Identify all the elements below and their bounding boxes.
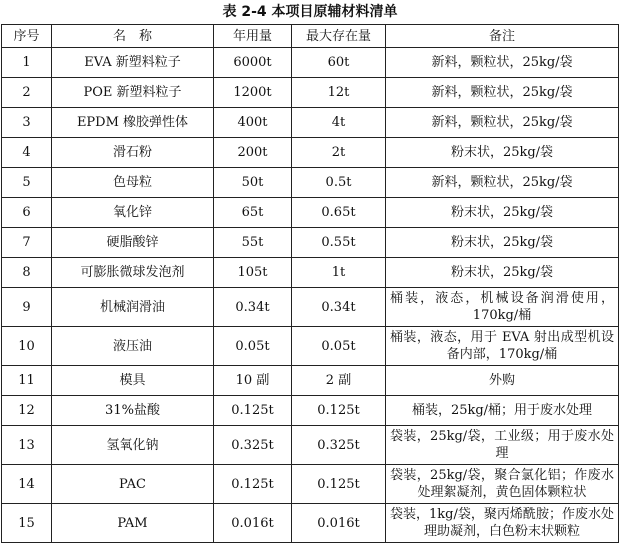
cell-annual: 65t: [214, 198, 292, 228]
cell-name: 硬脂酸锌: [52, 228, 214, 258]
cell-max: 12t: [292, 78, 386, 108]
table-body: [2, 48, 619, 543]
cell-name: 液压油: [52, 327, 214, 366]
cell-annual: 0.125t: [214, 396, 292, 426]
cell-no: 11: [2, 366, 52, 396]
cell-annual: 0.325t: [214, 426, 292, 465]
cell-max: 1t: [292, 258, 386, 288]
cell-no: 6: [2, 198, 52, 228]
cell-no: 15: [2, 504, 52, 543]
header-annual-usage: 年用量: [214, 25, 292, 48]
cell-max: 0.016t: [292, 504, 386, 543]
cell-max: 0.55t: [292, 228, 386, 258]
cell-max: 4t: [292, 108, 386, 138]
cell-name: 可膨胀微球发泡剂: [52, 258, 214, 288]
cell-name: 滑石粉: [52, 138, 214, 168]
cell-annual: 55t: [214, 228, 292, 258]
table-header: [2, 25, 619, 48]
cell-annual: 1200t: [214, 78, 292, 108]
table-row: [2, 138, 619, 168]
cell-note: 桶装，25kg/桶；用于废水处理: [386, 396, 619, 426]
cell-name: 模具: [52, 366, 214, 396]
cell-name: 氢氧化钠: [52, 426, 214, 465]
table-row: [2, 48, 619, 78]
materials-table: [1, 24, 619, 543]
cell-name: 31%盐酸: [52, 396, 214, 426]
cell-no: 13: [2, 426, 52, 465]
cell-max: 2t: [292, 138, 386, 168]
header-name: 名 称: [52, 25, 214, 48]
table-row: [2, 78, 619, 108]
cell-max: 0.325t: [292, 426, 386, 465]
table-caption: 表 2-4 本项目原辅材料清单: [222, 4, 398, 20]
table-row: [2, 288, 619, 327]
cell-annual: 6000t: [214, 48, 292, 78]
cell-note: 新料，颗粒状，25kg/袋: [386, 48, 619, 78]
cell-name: PAC: [52, 465, 214, 504]
cell-name: 氧化锌: [52, 198, 214, 228]
cell-note: 新料，颗粒状，25kg/袋: [386, 168, 619, 198]
table-row: [2, 426, 619, 465]
cell-name: EPDM 橡胶弹性体: [52, 108, 214, 138]
cell-annual: 0.125t: [214, 465, 292, 504]
cell-max: 0.34t: [292, 288, 386, 327]
table-row: [2, 228, 619, 258]
cell-no: 4: [2, 138, 52, 168]
cell-name: 色母粒: [52, 168, 214, 198]
cell-annual: 0.05t: [214, 327, 292, 366]
table-row: [2, 504, 619, 543]
header-max-storage: 最大存在量: [292, 25, 386, 48]
cell-no: 1: [2, 48, 52, 78]
cell-max: 0.05t: [292, 327, 386, 366]
table-row: [2, 366, 619, 396]
cell-max: 2 副: [292, 366, 386, 396]
cell-note: 袋装，25kg/袋，工业级；用于废水处理: [386, 426, 619, 465]
cell-no: 9: [2, 288, 52, 327]
table-row: [2, 327, 619, 366]
cell-note: 新料，颗粒状，25kg/袋: [386, 108, 619, 138]
cell-max: 60t: [292, 48, 386, 78]
cell-note: 袋装，1kg/袋，聚丙烯酰胺；作废水处理助凝剂，白色粉末状颗粒: [386, 504, 619, 543]
table-row: [2, 396, 619, 426]
cell-note: 粉末状，25kg/袋: [386, 258, 619, 288]
table-row: [2, 258, 619, 288]
cell-no: 3: [2, 108, 52, 138]
cell-annual: 10 副: [214, 366, 292, 396]
table-row: [2, 198, 619, 228]
cell-name: POE 新塑料粒子: [52, 78, 214, 108]
cell-name: EVA 新塑料粒子: [52, 48, 214, 78]
cell-max: 0.125t: [292, 396, 386, 426]
table-row: [2, 168, 619, 198]
cell-note: 粉末状，25kg/袋: [386, 198, 619, 228]
cell-note: 桶装，液态，用于 EVA 射出成型机设备内部，170kg/桶: [386, 327, 619, 366]
cell-no: 2: [2, 78, 52, 108]
cell-max: 0.5t: [292, 168, 386, 198]
cell-note: 粉末状，25kg/袋: [386, 138, 619, 168]
cell-max: 0.125t: [292, 465, 386, 504]
cell-note: 桶装，液态，机械设备润滑使用，170kg/桶: [386, 288, 619, 327]
cell-no: 5: [2, 168, 52, 198]
header-note: 备注: [386, 25, 619, 48]
cell-annual: 105t: [214, 258, 292, 288]
cell-name: PAM: [52, 504, 214, 543]
cell-annual: 50t: [214, 168, 292, 198]
cell-annual: 0.34t: [214, 288, 292, 327]
cell-annual: 400t: [214, 108, 292, 138]
cell-no: 7: [2, 228, 52, 258]
cell-note: 外购: [386, 366, 619, 396]
cell-no: 14: [2, 465, 52, 504]
header-no: 序号: [2, 25, 52, 48]
cell-annual: 0.016t: [214, 504, 292, 543]
cell-no: 10: [2, 327, 52, 366]
cell-max: 0.65t: [292, 198, 386, 228]
cell-note: 粉末状，25kg/袋: [386, 228, 619, 258]
cell-note: 新料，颗粒状，25kg/袋: [386, 78, 619, 108]
cell-name: 机械润滑油: [52, 288, 214, 327]
cell-note: 袋装，25kg/袋，聚合氯化铝；作废水处理絮凝剂，黄色固体颗粒状: [386, 465, 619, 504]
table-row: [2, 108, 619, 138]
cell-annual: 200t: [214, 138, 292, 168]
table-row: [2, 465, 619, 504]
cell-no: 8: [2, 258, 52, 288]
cell-no: 12: [2, 396, 52, 426]
